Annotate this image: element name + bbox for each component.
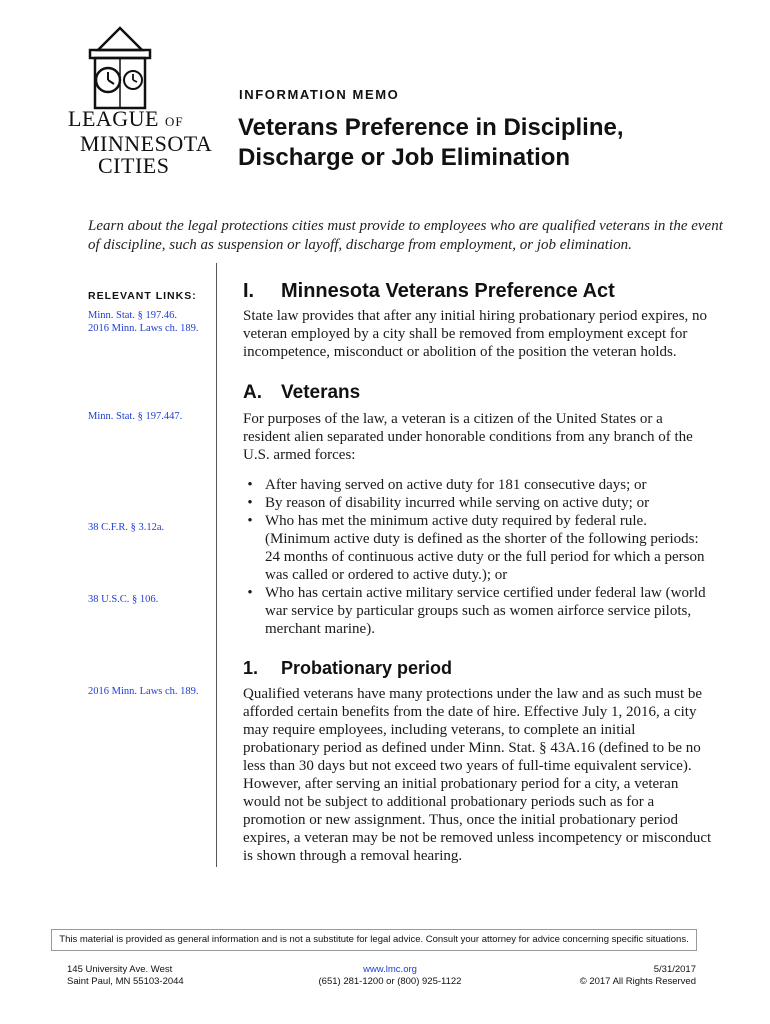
relevant-link[interactable]: 2016 Minn. Laws ch. 189.: [88, 323, 199, 334]
bullet-icon: •: [247, 513, 253, 529]
footer-contact: [280, 964, 500, 988]
memo-type-label: INFORMATION MEMO: [239, 87, 400, 102]
section-number: I.: [243, 280, 255, 302]
bullet-icon: •: [247, 585, 253, 601]
relevant-link[interactable]: 38 U.S.C. § 106.: [88, 594, 159, 605]
legal-disclaimer: This material is provided as general information and is not a substitute for legal advice. Consult your attorney for advice concerning specific situations.: [51, 929, 697, 951]
bullet-icon: •: [247, 477, 253, 493]
list-item: [243, 494, 713, 512]
relevant-link[interactable]: 2016 Minn. Laws ch. 189.: [88, 686, 199, 697]
section-heading-a: [243, 382, 360, 404]
list-item: [243, 476, 713, 494]
logo-word-league: LEAGUE: [68, 106, 159, 131]
section-body: Qualified veterans have many protections under the law and as such must be afforded certain benefits from the date of hire. Effective July 1, 2016, a city may require employees, including veterans, to complete an initial probationary period as defined under Minn. Stat. § 43A.16 (defined to be no less than 30 days but not exceed two years of full-time equivalent service). However, after serving an initial probationary period for a city, a veteran would not be subject to additional probationary periods such as for a promotion or new assignment. Thus, once the initial probationary period expires, a veteran may be not be removed unless incompetency or misconduct is shown through a removal hearing.: [243, 686, 712, 864]
section-number: A.: [243, 382, 262, 403]
relevant-link[interactable]: Minn. Stat. § 197.46.: [88, 310, 177, 321]
footer-date: 5/31/2017: [653, 964, 696, 975]
section-body: State law provides that after any initial hiring probationary period expires, no veteran employed by a city shall be removed from employment except for incompetence, misconduct or abolition of the position the veteran holds.: [243, 308, 708, 360]
intro-summary: Learn about the legal protections cities must provide to employees who are qualified veterans in the event of discipline, such as suspension or layoff, discharge from employment, or job elimination.: [88, 218, 723, 253]
sidebar-divider: [216, 263, 217, 867]
list-item: [243, 584, 713, 638]
logo-word-minnesota: MINNESOTA: [80, 131, 213, 156]
list-item: [243, 512, 713, 584]
page-title: Veterans Preference in Discipline, Discharge or Job Elimination: [238, 114, 624, 171]
section-title: Probationary period: [281, 658, 453, 678]
relevant-link[interactable]: Minn. Stat. § 197.447.: [88, 411, 183, 422]
footer-phone: (651) 281-1200 or (800) 925-1122: [318, 976, 462, 987]
section-number: 1.: [243, 658, 259, 678]
logo-wordmark: [62, 106, 213, 178]
section-heading-1: [243, 280, 615, 303]
bullet-icon: •: [247, 495, 253, 511]
league-of-minnesota-cities-logo: [62, 22, 213, 178]
section-title: Minnesota Veterans Preference Act: [281, 280, 615, 302]
footer-address-line: Saint Paul, MN 55103-2044: [67, 976, 184, 987]
section-title: Veterans: [281, 382, 361, 403]
footer-meta: [520, 964, 696, 988]
veteran-criteria-list: [243, 476, 713, 638]
relevant-link[interactable]: 38 C.F.R. § 3.12a.: [88, 522, 165, 533]
clock-tower-icon: [62, 22, 208, 112]
footer-address: [67, 964, 184, 988]
section-heading-probationary: [243, 658, 452, 679]
list-item-text: After having served on active duty for 181 consecutive days; or: [265, 477, 647, 493]
footer-website-link[interactable]: www.lmc.org: [363, 964, 417, 975]
logo-word-cities: CITIES: [98, 153, 170, 178]
relevant-links-heading: RELEVANT LINKS:: [88, 290, 197, 302]
list-item-text: Who has met the minimum active duty required by federal rule. (Minimum active duty is defined as the shorter of the following periods: 24 months of continuous active duty or the full period for which a person was called or ordered to active duty.); or: [265, 513, 705, 583]
footer-copyright: © 2017 All Rights Reserved: [579, 976, 696, 987]
section-body: For purposes of the law, a veteran is a citizen of the United States or a resident alien separated under honorable conditions from any branch of the U.S. armed forces:: [243, 411, 693, 463]
list-item-text: By reason of disability incurred while serving on active duty; or: [265, 495, 650, 511]
list-item-text: Who has certain active military service certified under federal law (world war service by particular groups such as women airforce service pilots, merchant marine).: [265, 585, 706, 637]
footer-address-line: 145 University Ave. West: [67, 964, 173, 975]
logo-word-of: OF: [164, 114, 184, 129]
